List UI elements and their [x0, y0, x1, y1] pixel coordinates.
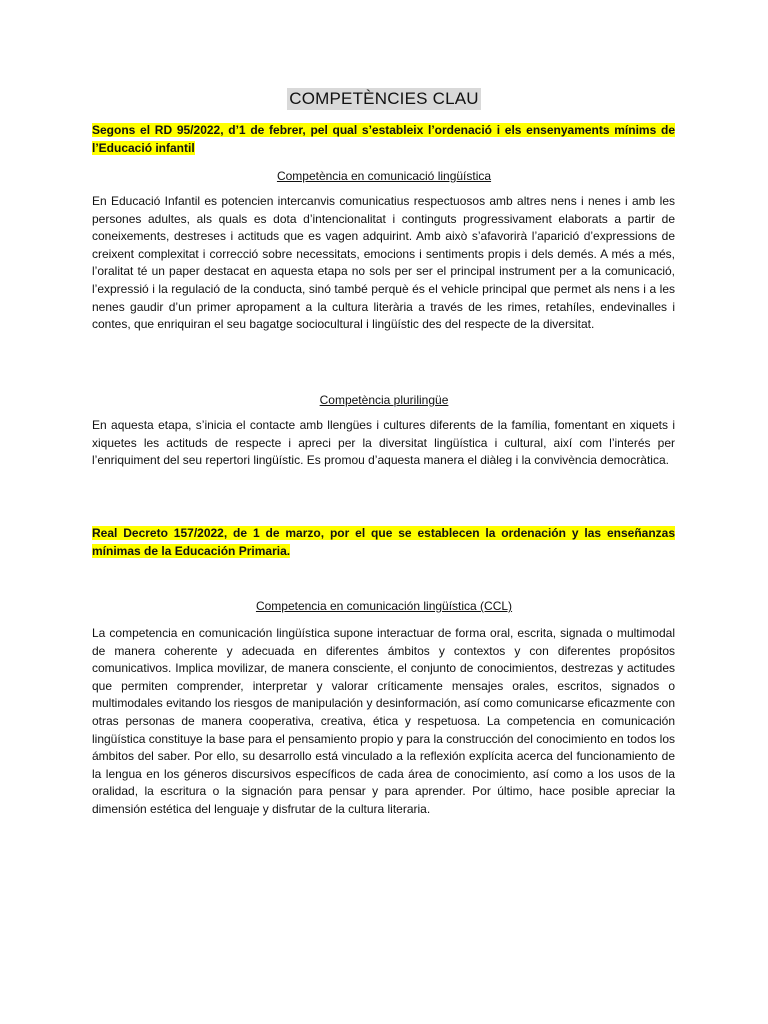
- heading-comunicacio-linguistica: [0, 168, 768, 184]
- document-title: COMPETÈNCIES CLAU: [289, 89, 479, 108]
- intro-primaria-block: [92, 525, 675, 560]
- paragraph-comunicacio-linguistica: En Educació Infantil es potencien intercanvis comunicatius respectuosos amb altres nens i nenes i amb les persones adultes, als quals es dota d’intencionalitat i continguts progressivament elaborats a partir de coneixements, destreses i actituds que es vagen adquirint. Amb això s’afavorirà l’aparició d’expressions de creixent complexitat i correcció sobre necessitats, emocions i sentiments propis i dels demés. A més a més, l’oralitat té un paper destacat en aquesta etapa no sols per ser el principal instrument per a la comunicació, l’expressió i la regulació de la conducta, sinó també perquè és el vehicle principal que permet als nens i a les nenes gaudir d’un primer apropament a la cultura literària a través de les rimes, retahíles, endevinalles i contes, que enriquiran el seu bagatge sociocultural i lingüístic des del respecte de la diversitat.: [92, 194, 675, 332]
- heading-plurilingue-text: Competència plurilingüe: [319, 393, 449, 407]
- intro-infantil-block: [92, 122, 675, 157]
- heading-plurilingue: [0, 392, 768, 408]
- heading-comunicacio-linguistica-text: Competència en comunicació lingüística: [276, 169, 492, 183]
- title-wrap: [0, 88, 768, 110]
- paragraph-ccl: La competencia en comunicación lingüística supone interactuar de forma oral, escrita, signada o multimodal de manera coherente y adecuada en diferentes ámbitos y contextos y con diferentes propósitos comunicativos. Implica movilizar, de manera consciente, el conjunto de conocimientos, destrezas y actitudes que permiten comprender, interpretar y valorar críticamente mensajes orales, escritos, signados o multimodales evitando los riesgos de manipulación y desinformación, así como comunicarse eficazmente con otras personas de manera cooperativa, creativa, ética y respetuosa. La competencia en comunicación lingüística constituye la base para el pensamiento propio y para la construcción del conocimiento en todos los ámbitos del saber. Por ello, su desarrollo está vinculado a la reflexión explícita acerca del funcionamiento de la lengua en los géneros discursivos específicos de cada área de conocimiento, así como a los usos de la oralidad, la escritura o la signación para pensar y para aprender. Por último, hace posible apreciar la dimensión estética del lenguaje y disfrutar de la cultura literaria.: [92, 626, 676, 816]
- intro-primaria: Real Decreto 157/2022, de 1 de marzo, por el que se establecen la ordenación y las enseñanzas mínimas de la Educación Primaria.: [92, 526, 675, 558]
- paragraph-plurilingue: En aquesta etapa, s’inicia el contacte amb llengües i cultures diferents de la família, fomentant en xiquets i xiquetes les actituds de respecte i apreci per la diversitat lingüística i cultural, així com l’interés per l’enriquiment del seu repertori lingüístic. Es promou d’aquesta manera el diàleg i la convivència democràtica.: [92, 418, 675, 468]
- heading-ccl-text: Competencia en comunicación lingüística (CCL): [255, 599, 513, 613]
- heading-ccl: [0, 598, 768, 614]
- intro-infantil: Segons el RD 95/2022, d’1 de febrer, pel qual s’estableix l’ordenació i els ensenyaments mínims de l’Educació infantil: [92, 123, 675, 155]
